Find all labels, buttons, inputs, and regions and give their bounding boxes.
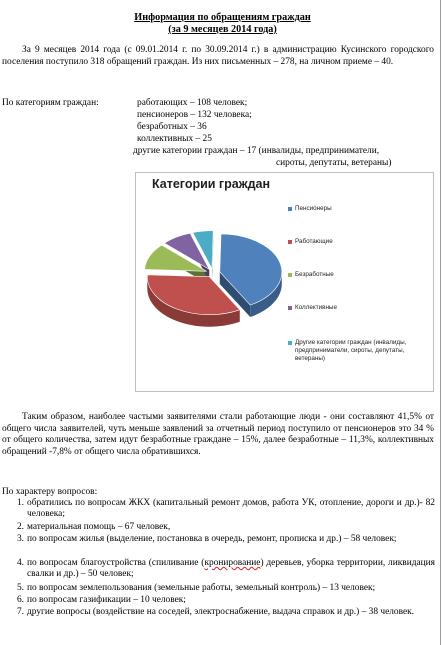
list-number: 6. — [16, 595, 24, 605]
category-line: пенсионеров – 132 человека; — [137, 110, 252, 120]
list-number: 2. — [16, 522, 24, 532]
list-number: 7. — [16, 607, 24, 617]
list-text — [27, 558, 435, 580]
list-text-part: ) деревьев, уборка территории, ликвидация свалки и др.) – 50 человек; — [27, 558, 435, 579]
chart-title: Категории граждан — [151, 177, 271, 191]
document-subtitle: (за 9 месяцев 2014 года) — [168, 24, 277, 35]
legend-swatch — [288, 341, 292, 345]
pie-chart — [135, 172, 434, 392]
category-line: другие категории граждан – 17 (инвалиды, предприниматели, — [133, 146, 380, 156]
list-text: материальная помощь – 67 человек, — [27, 522, 171, 532]
list-text-part: по вопросам благоустройства (спиливание ( — [27, 558, 205, 568]
questions-heading: По характеру вопросов: — [2, 487, 98, 497]
list-text: по вопросам газификации – 10 человек; — [27, 595, 186, 605]
intro-paragraph: За 9 месяцев 2014 года (с 09.01.2014 г. по 30.09.2014 г.) в администрацию Кусинского городского поселения поступило 318 обращений граждан. Из них письменных – 278, на личном приеме – 40. — [2, 45, 434, 67]
legend-label: Другие категории граждан (инвалиды, предприниматели, сироты, депутаты, ветераны) — [295, 339, 407, 362]
page-edge-line — [440, 0, 441, 645]
legend-swatch — [288, 240, 292, 244]
legend-label: Коллективные — [295, 304, 337, 311]
legend-label: Безработные — [295, 271, 334, 278]
list-text: по вопросам землепользования (земельные работы, земельный контроль) – 13 человек; — [27, 583, 376, 593]
list-text: обратились по вопросам ЖКХ (капитальный ремонт домов, работа УК, отопление, дороги и др.)- 82 человека; — [27, 498, 435, 519]
list-number: 4. — [16, 558, 24, 568]
spellcheck-marked-word: кронирование — [204, 558, 261, 568]
list-number: 5. — [16, 583, 24, 593]
summary-paragraph: Таким образом, наиболее частыми заявителями стали работающие люди - они составляют 41,5% от общего числа заявителей, чуть меньше заявлений за отчетный период поступило от пенсионеров это 34 % от общего количества, затем идут безработные граждане – 15%, далее безработные – 11,3%, коллективных обращений -7,8% от общего числа обратившихся. — [2, 412, 434, 457]
pie-chart-plot — [136, 173, 286, 391]
list-text: по вопросам жилья (выделение, постановка в очередь, ремонт, прописка и др.) – 58 человек; — [27, 534, 397, 544]
legend-label: Пенсионеры — [295, 205, 332, 212]
category-line: коллективных – 25 — [137, 134, 212, 144]
list-text: другие вопросы (воздействие на соседей, электроснабжение, выдача справок и др.) – 38 человек. — [27, 607, 415, 617]
category-line: безработных – 36 — [137, 122, 207, 132]
legend-swatch — [288, 306, 292, 310]
category-line: работающих – 108 человек; — [137, 98, 248, 108]
category-line: сироты, депутаты, ветераны) — [276, 158, 392, 168]
legend-swatch — [288, 273, 292, 277]
document-title: Информация по обращениям граждан — [134, 12, 311, 23]
categories-heading: По категориям граждан: — [2, 98, 99, 108]
list-number: 3. — [16, 534, 24, 544]
legend-label: Работающие — [295, 238, 333, 245]
legend-swatch — [288, 207, 292, 211]
list-number: 1. — [16, 498, 24, 508]
